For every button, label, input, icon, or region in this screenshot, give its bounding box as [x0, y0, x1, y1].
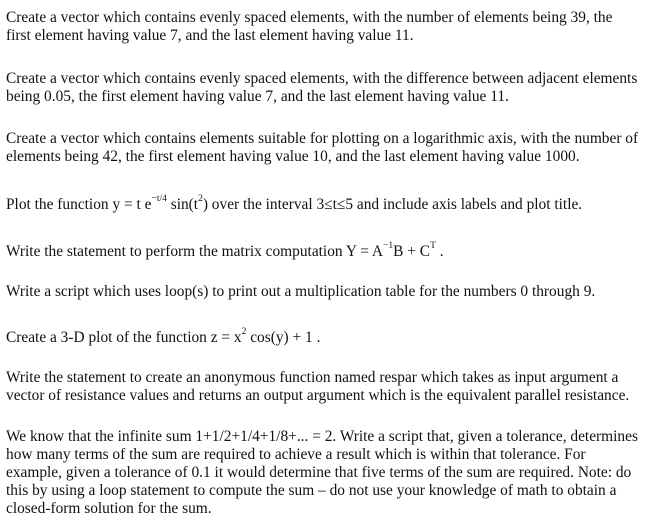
problem-5-exponent-2: T	[430, 241, 436, 251]
problem-7	[6, 329, 640, 347]
problem-1: Create a vector which contains evenly spaced elements, with the number of elements being 39, the first element having value 7, and the last element having value 11.	[6, 9, 613, 44]
problem-5-text-c: .	[435, 243, 444, 260]
problem-5	[6, 243, 640, 261]
problem-3: Create a vector which contains elements suitable for plotting on a logarithmic axis, with the number of elements being 42, the first element having value 10, and the last element having value 1000.	[6, 130, 639, 165]
problem-6: Write a script which uses loop(s) to print out a multiplication table for the numbers 0 through 9.	[6, 283, 596, 300]
problem-7-exponent-1: 2	[241, 327, 247, 337]
problem-4-text-c: ) over the interval 3≤t≤5 and include axis labels and plot title.	[202, 196, 583, 213]
problem-4-exponent-2: 2	[198, 194, 203, 204]
problem-7-text-b: cos(y) + 1 .	[246, 329, 321, 346]
problem-5-text-a: Write the statement to perform the matrix computation Y = A	[6, 243, 384, 260]
problem-4-exponent-1: −t/4	[151, 194, 167, 204]
problem-4-text-b: sin(t	[166, 196, 199, 213]
problem-9: We know that the infinite sum 1+1/2+1/4+1/8+... = 2. Write a script that, given a tolerance, determines how many terms of the sum are required to achieve a result which is within that tolerance. For example, given a tolerance of 0.1 it would determine that five terms of the sum are required. Note: do this by using a loop statement to compute the sum – do not use your knowledge of math to obtain a closed-form solution for the sum.	[6, 428, 638, 517]
problem-7-text-a: Create a 3-D plot of the function z = x	[6, 329, 242, 346]
problem-4	[6, 196, 640, 214]
problem-4-text-a: Plot the function y = t e	[6, 196, 152, 213]
problem-8: Write the statement to create an anonymous function named respar which takes as input argument a vector of resistance values and returns an output argument which is the equivalent parallel resistance.	[6, 369, 630, 404]
problem-5-text-b: B + C	[393, 243, 431, 260]
problem-2: Create a vector which contains evenly spaced elements, with the difference between adjacent elements being 0.05, the first element having value 7, and the last element having value 11.	[6, 70, 638, 105]
problem-5-exponent-1: −1	[383, 241, 394, 251]
